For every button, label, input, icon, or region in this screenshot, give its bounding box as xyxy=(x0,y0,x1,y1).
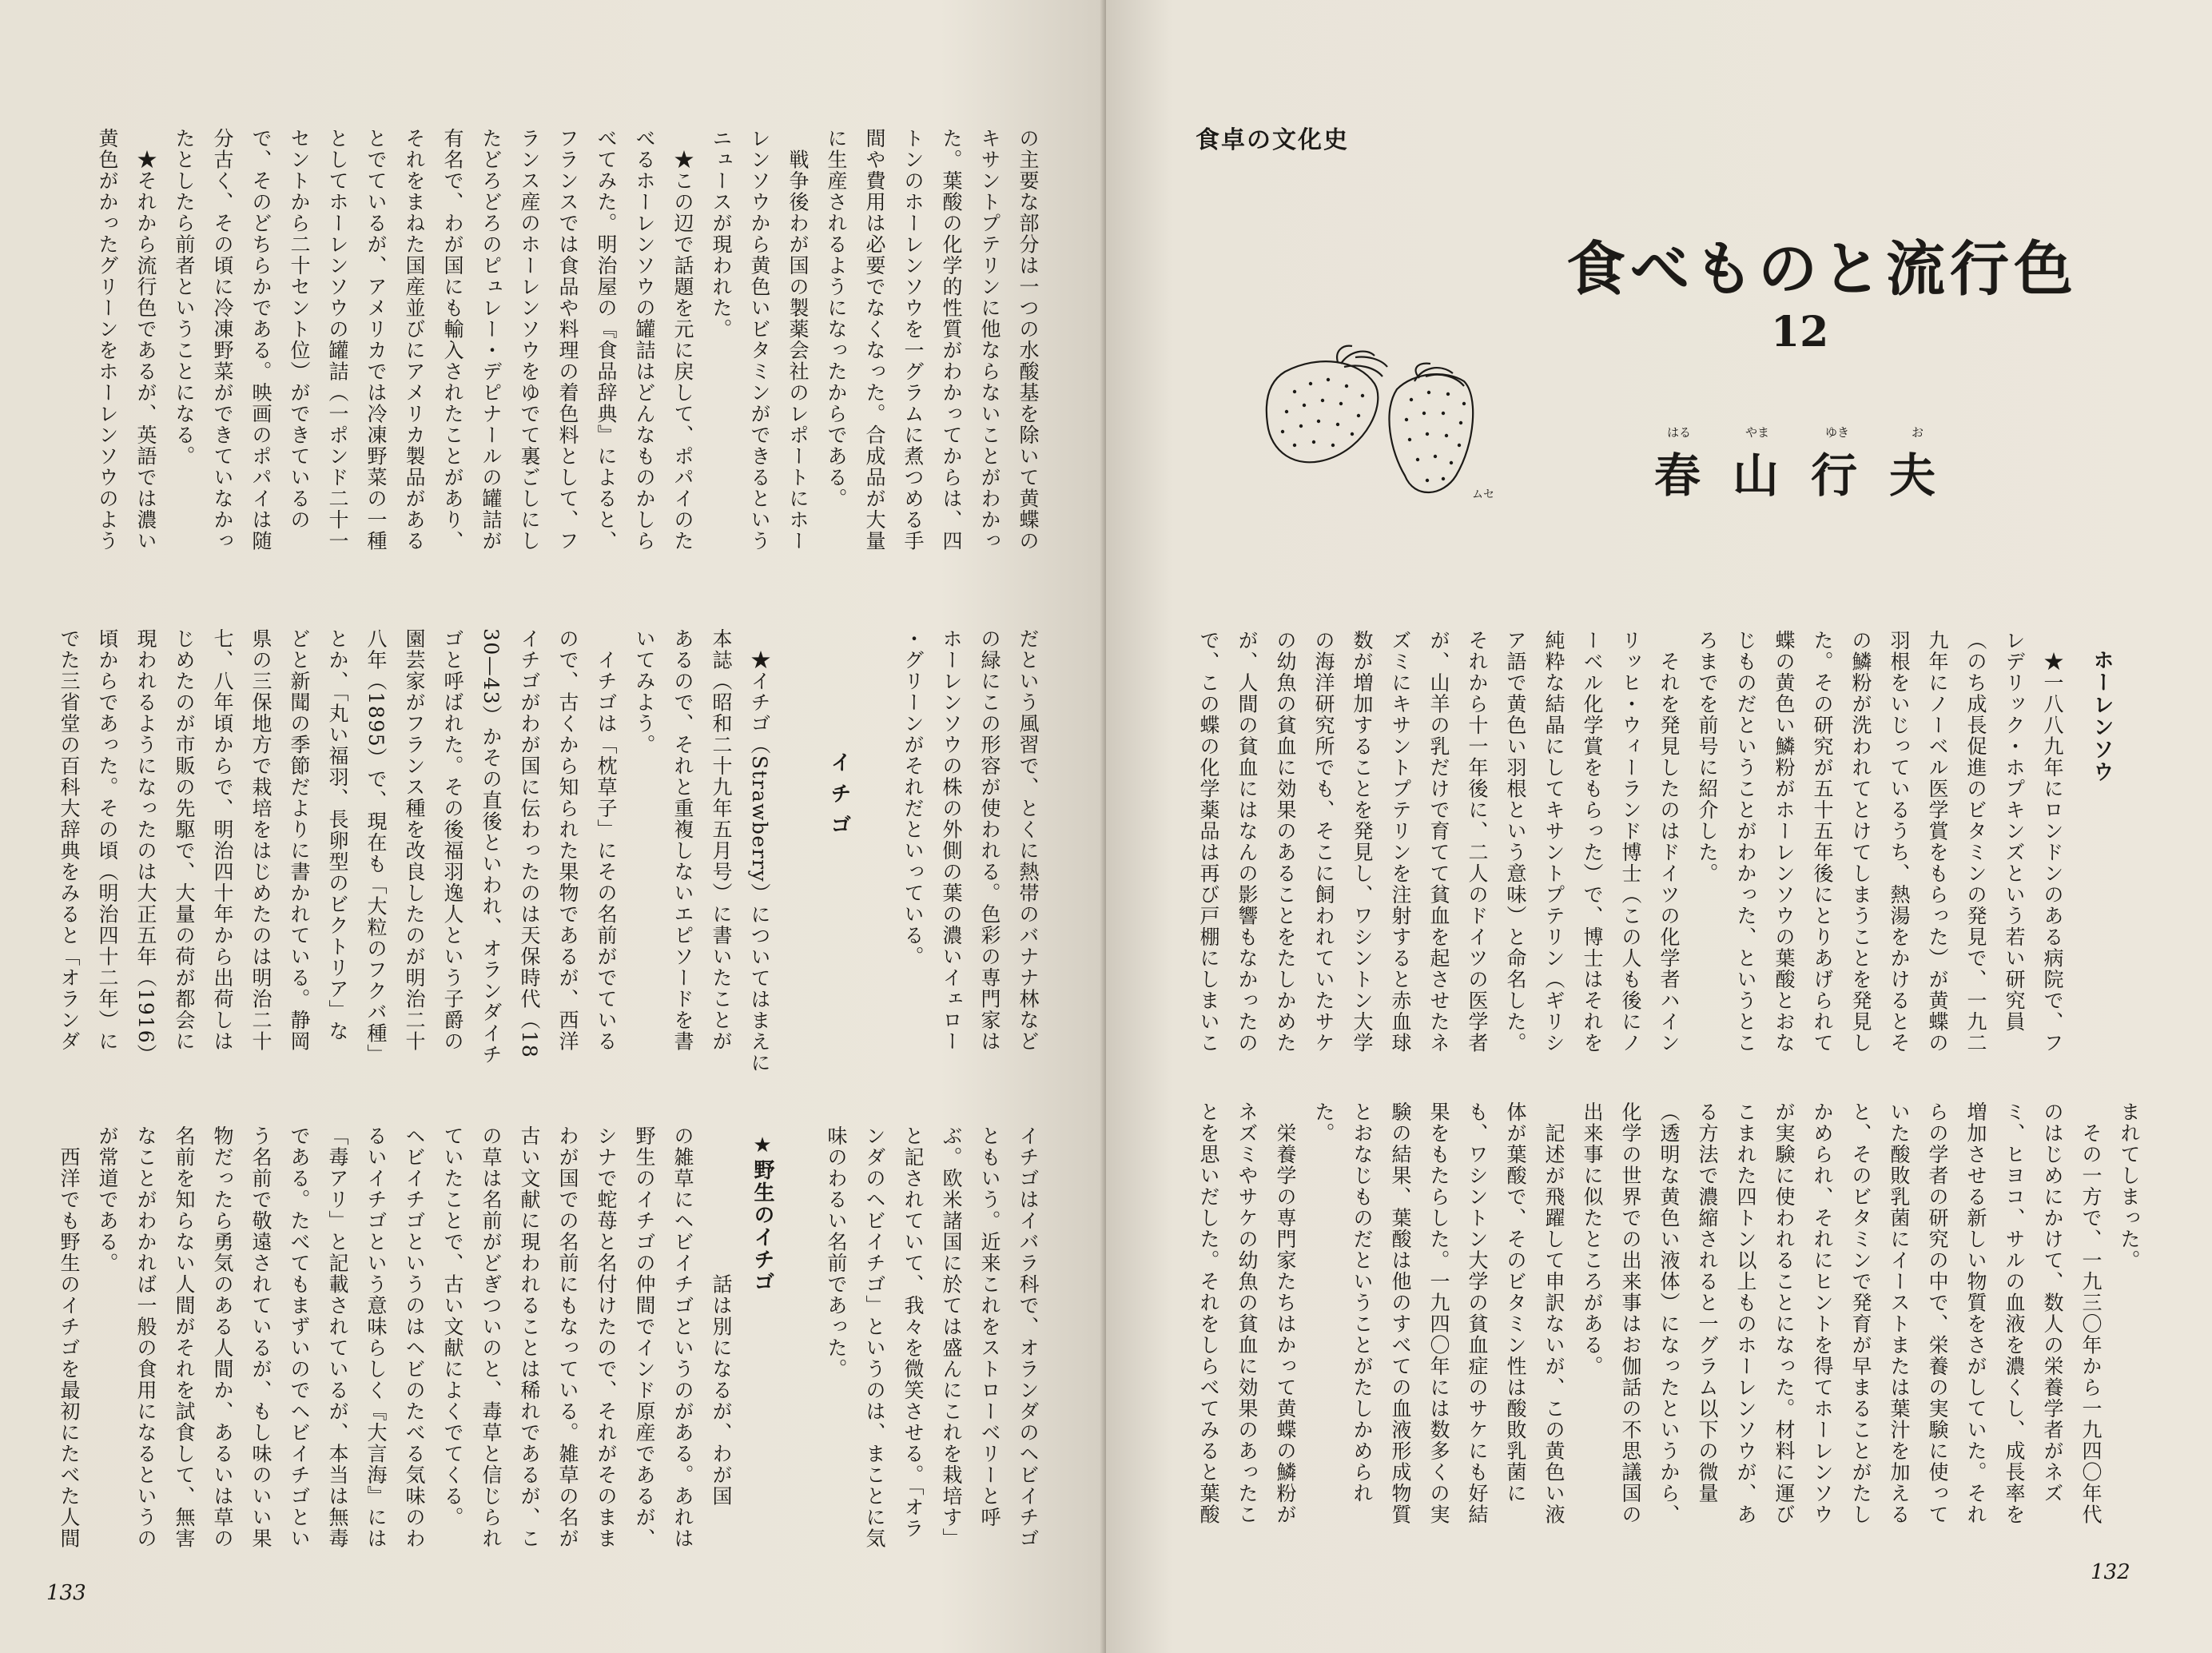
strawberry-right-leaves xyxy=(1414,364,1464,386)
text-line: レデリック・ホプキンズという若い研究員 xyxy=(2003,630,2026,1033)
text-line: トンのホーレンソウを一グラムに煮つめる手 xyxy=(901,128,925,552)
text-line: と記されていて、我々を微笑させる。「オラ xyxy=(901,1125,925,1539)
text-line: が実験に使われることになった。材料に運び xyxy=(1772,1101,1796,1525)
text-line xyxy=(2071,630,2110,1101)
text-line: 化学の世界での出来事はお伽話の不思議国の xyxy=(1619,1101,1642,1525)
text-line: その一方で、一九三〇年から一九四〇年代 xyxy=(2079,1101,2103,1525)
text-line: 古い文献に現われることは稀れであるが、こ xyxy=(518,1125,541,1549)
text-line: のはじめにかけて、数人の栄養学者がネズ xyxy=(2041,1101,2064,1504)
text-line: らの学者の研究の中で、栄養の実験に使って xyxy=(1926,1101,1949,1525)
text-line: いた酸敗乳菌にイーストまたは葉汁を加える xyxy=(1888,1101,1911,1525)
text-line: ので、古くから知られた果物であるが、西洋 xyxy=(556,628,579,1052)
text-line: の草は名前がどぎついのと、毒草と信じられ xyxy=(479,1125,503,1549)
text-line: に生産されるようになったからである。 xyxy=(825,128,848,509)
text-line: 西洋でも野生のイチゴを最初にたべた人間 xyxy=(58,1125,81,1549)
text-line: ★一八八九年にロンドンのある病院で、フ xyxy=(2041,630,2064,1054)
text-line: た。 xyxy=(1312,1101,1335,1144)
text-line: た。葉酸の化学的性質がわかってからは、四 xyxy=(940,128,963,552)
text-line: の鱗粉が洗われてとけてしまうことを発見し xyxy=(1849,630,1872,1054)
text-line: 有名で、わが国にも輸入されたことがあり、 xyxy=(441,128,464,552)
text-line: で、そのどちらかである。映画のポパイは随 xyxy=(249,128,273,552)
text-line: 出来事に似たところがある。 xyxy=(1581,1101,1604,1377)
text-line: とを思いだした。それをしらべてみると葉酸 xyxy=(1197,1101,1220,1525)
text-line: 県の三保地方で栽培をはじめたのは明治二十 xyxy=(249,628,273,1052)
text-line: フランスでは食品や料理の着色料として、フ xyxy=(556,128,579,552)
text-line: べるホーレンソウの罐詰はどんなものかしら xyxy=(633,128,656,552)
right-page xyxy=(1106,0,2212,1653)
text-line: 野生のイチゴの仲間でインド原産であるが、 xyxy=(633,1125,656,1549)
chapter-number: 12 xyxy=(1771,308,1829,356)
text-line: べてみた。明治屋の『食品辞典』によると、 xyxy=(595,128,618,552)
text-line: 九年にノーベル医学賞をもらった）が黄蝶の xyxy=(1926,630,1949,1054)
text-line: まれてしまった。 xyxy=(2118,1101,2141,1271)
text-line xyxy=(817,628,855,1100)
text-line: 黄色がかったグリーンをホーレンソウのよう xyxy=(96,128,119,552)
text-line: あるので、それと重複しないエピソードを書 xyxy=(671,628,694,1052)
left-middle-text xyxy=(58,628,1047,1100)
text-line: ★イチゴ（Strawberry）についてはまえに xyxy=(748,628,771,1073)
strawberry-illustration xyxy=(1255,340,1494,508)
text-line: ていたことで、古い文献によくでてくる。 xyxy=(441,1125,464,1528)
text-line: たどろどろのピュレー・デピナールの罐詰が xyxy=(479,128,503,552)
text-line: 八年（1895）で、現在も「大粒のフクバ種」 xyxy=(364,628,388,1065)
text-line: わが国での名前にもなっている。雑草の名が xyxy=(556,1125,579,1549)
text-line: かめられ、それにヒントを得てホーレンソウ xyxy=(1811,1101,1834,1525)
text-line: ★それから流行色であるが、英語では濃い xyxy=(134,128,157,552)
text-line xyxy=(2110,630,2148,1101)
text-line: ミ、ヒヨコ、サルの血液を濃くし、成長率を xyxy=(2003,1101,2026,1525)
author-ruby-4: お xyxy=(1912,425,1924,440)
text-line: ともいう。近来これをストローベリーと呼 xyxy=(978,1125,1001,1528)
text-line: ンダのヘビイチゴ」というのは、まことに気 xyxy=(863,1125,886,1549)
text-line: イチゴがわが国に伝わったのは天保時代（18 xyxy=(518,628,541,1059)
text-line: る方法で濃縮されると一グラム以下の微量 xyxy=(1696,1101,1719,1504)
text-line: 本誌（昭和二十九年五月号）に書いたことが xyxy=(710,628,733,1052)
text-line: の雑草にヘビイチゴというのがある。あれは xyxy=(671,1125,694,1549)
text-line: それをまねた国産並びにアメリカ製品がある xyxy=(403,128,426,552)
text-line: 数が増加することを発見し、ワシントン大学 xyxy=(1351,630,1374,1054)
text-line: 味のわるい名前であった。 xyxy=(825,1125,848,1380)
text-line: 戦争後わが国の製薬会社のレポートにホー xyxy=(786,128,810,552)
text-line xyxy=(778,628,817,1100)
text-line: ーベル化学賞をもらった）で、博士はそれを xyxy=(1581,630,1604,1054)
text-line xyxy=(778,1125,817,1597)
text-line: である。たべてもまずいのでヘビイチゴとい xyxy=(288,1125,311,1549)
text-line: どと新聞の季節だよりに書かれている。静岡 xyxy=(288,628,311,1052)
text-line: ニュースが現われた。 xyxy=(710,128,733,340)
text-line: 記述が飛躍して申訳ないが、この黄色い液 xyxy=(1542,1101,1566,1525)
text-line: リッヒ・ウィーランド博士（この人も後にノ xyxy=(1619,630,1642,1054)
left-upper-text xyxy=(70,128,1047,607)
text-line: 増加させる新しい物質をさがしていた。それ xyxy=(1964,1101,1987,1525)
text-line: だという風習で、とくに熱帯のバナナ林など xyxy=(1016,628,1040,1052)
left-lower-text xyxy=(58,1125,1047,1597)
text-line: キサントプテリンに他ならないことがわかっ xyxy=(978,128,1001,552)
text-line: ろまでを前号に紹介した。 xyxy=(1696,630,1719,884)
text-line: セントから二十セント位）ができているの xyxy=(288,128,311,531)
author-ruby-1: はる xyxy=(1667,425,1692,440)
text-line: ゴと呼ばれた。その後福羽逸人という子爵の xyxy=(441,628,464,1052)
text-line: 栄養学の専門家たちはかって黄蝶の鱗粉が xyxy=(1274,1101,1297,1525)
text-line: 体が葉酸で、そのビタミン性は酸敗乳菌に xyxy=(1504,1101,1527,1504)
text-line: ホーレンソウの株の外側の葉の濃いイェロー xyxy=(940,628,963,1052)
text-line: ★この辺で話題を元に戻して、ポパイのた xyxy=(671,128,694,552)
text-line: じものだということがわかった、というとこ xyxy=(1734,630,1757,1054)
text-line: でた三省堂の百科大辞典をみると「オランダ xyxy=(58,628,81,1052)
text-line: それから十一年後に、二人のドイツの医学者 xyxy=(1466,630,1489,1054)
text-line: レンソウから黄色いビタミンができるという xyxy=(748,128,771,552)
text-line: の緑にこの形容が使われる。色彩の専門家は xyxy=(978,628,1001,1052)
text-line: るいイチゴという意味らしく『大言海』には xyxy=(364,1125,388,1549)
text-line: 分古く、その頃に冷凍野菜ができていなかっ xyxy=(211,128,234,552)
text-line: の幼魚の貧血に効果のあることをたしかめた xyxy=(1274,630,1297,1054)
text-line: 頃からであった。その頃（明治四十二年）に xyxy=(96,628,119,1052)
text-line: それを発見したのはドイツの化学者ハイン xyxy=(1657,630,1681,1054)
text-line: が、山羊の乳だけで育てて貧血を起させたネ xyxy=(1427,630,1450,1054)
text-line: た。その研究が五十五年後にとりあげられて xyxy=(1811,630,1834,1054)
author-ruby-2: やま xyxy=(1745,425,1770,440)
text-line: も、ワシントン大学の貧血症のサケにも好結 xyxy=(1466,1101,1489,1525)
text-line: 話は別になるが、わが国 xyxy=(710,1125,733,1507)
text-line: う名前で敬遠されているが、もし味のいい果 xyxy=(249,1125,273,1549)
strawberry-seeds xyxy=(1281,378,1466,482)
text-line: で、この蝶の化学薬品は再び戸棚にしまいこ xyxy=(1197,630,1220,1054)
text-line: 30—43）かその直後といわれ、オランダイチ xyxy=(479,628,503,1065)
text-line: ぶ。欧米諸国に於ては盛んにこれを栽培す」 xyxy=(940,1125,963,1549)
text-line: 間や費用は必要でなくなった。合成品が大量 xyxy=(863,128,886,552)
text-line: 物だったら勇気のある人間か、あるいは草の xyxy=(211,1125,234,1549)
text-line: じめたのが市販の先駆で、大量の荷が都会に xyxy=(173,628,196,1052)
illustrator-signature: ムセ xyxy=(1472,488,1494,501)
text-line: ネズミやサケの幼魚の貧血に効果のあったこ xyxy=(1235,1101,1259,1525)
text-line: 果をもたらした。一九四〇年には数多くの実 xyxy=(1427,1101,1450,1525)
text-line: 七、八年頃からで、明治四十年から出荷しは xyxy=(211,628,234,1052)
text-line: 験の結果、葉酸は他のすべての血液形成物質 xyxy=(1389,1101,1412,1525)
strawberry-right-body xyxy=(1390,374,1474,492)
text-line: 蝶の黄色い鱗粉がホーレンソウの葉酸とおな xyxy=(1772,630,1796,1054)
text-line: （透明な黄色い液体）になったというから、 xyxy=(1657,1101,1681,1525)
text-line: の主要な部分は一つの水酸基を除いて黄蝶の xyxy=(1016,128,1040,552)
wild-strawberry-heading: ★野生のイチゴ xyxy=(750,1133,774,1293)
text-line: が、人間の貧血にはなんの影響もなかったの xyxy=(1235,630,1259,1054)
text-line: 羽根をいじっているうち、熱湯をかけるとそ xyxy=(1888,630,1911,1054)
text-line: いてみよう。 xyxy=(633,628,656,755)
text-line: たとしたら前者ということになる。 xyxy=(173,128,196,467)
text-line: 園芸家がフランス種を改良したのが明治二十 xyxy=(403,628,426,1052)
text-line: ア語で黄色い羽根という意味）と命名した。 xyxy=(1504,630,1527,1054)
article-title: 食べものと流行色 xyxy=(1566,235,2078,304)
text-line: ズミにキサントプテリンを注射すると赤血球 xyxy=(1389,630,1412,1054)
text-line: が常道である。 xyxy=(96,1125,119,1274)
text-line: イチゴは「枕草子」にその名前がでている xyxy=(595,628,618,1052)
text-line xyxy=(855,628,893,1100)
strawberry-heading: イ チ ゴ xyxy=(827,751,851,837)
text-line: シナで蛇苺と名付けたので、それがそのまま xyxy=(595,1125,618,1549)
text-line: ランス産のホーレンソウをゆでて裏ごしにし xyxy=(518,128,541,552)
page-number-left: 133 xyxy=(46,1581,86,1605)
right-lower-text xyxy=(1162,1101,2148,1573)
text-line: イチゴはイバラ科で、オランダのヘビイチゴ xyxy=(1016,1125,1040,1549)
text-line: 現われるようになったのは大正五年（1916） xyxy=(134,628,157,1065)
page-number-right: 132 xyxy=(2091,1560,2130,1584)
text-line: とおなじものだということがたしかめられ xyxy=(1351,1101,1374,1504)
author-name: 春山行夫 xyxy=(1654,448,1968,503)
section-heading-spinach: ホーレンソウ xyxy=(2090,649,2114,783)
text-line: と、そのビタミンで発育が早まることがたし xyxy=(1849,1101,1872,1525)
text-line: とか、「丸い福羽、長卵型のビクトリア」な xyxy=(326,628,349,1042)
text-line: なことがわかれば一般の食用になるというの xyxy=(134,1125,157,1549)
text-line: ・グリーンがそれだといっている。 xyxy=(901,628,925,967)
text-line: とでているが、アメリカでは冷凍野菜の一種 xyxy=(364,128,388,552)
text-line: こまれた四トン以上ものホーレンソウが、あ xyxy=(1734,1101,1757,1525)
author-ruby-3: ゆき xyxy=(1825,425,1850,440)
text-line: の海洋研究所でも、そこに飼われていたサケ xyxy=(1312,630,1335,1054)
text-line: ヘビイチゴというのはヘビのたべる気味のわ xyxy=(403,1125,426,1549)
running-head: 食卓の文化史 xyxy=(1196,126,1349,154)
right-upper-text xyxy=(1162,630,2148,1101)
text-line: 純粋な結晶にしてキサントプテリン（ギリシ xyxy=(1542,630,1566,1054)
text-line: 「毒アリ」と記載されているが、本当は無毒 xyxy=(326,1125,349,1549)
text-line: 名前を知らない人間がそれを試食して、無害 xyxy=(173,1125,196,1549)
text-line: （のち成長促進のビタミンの発見で、一九二 xyxy=(1964,630,1987,1054)
strawberry-left-body xyxy=(1267,361,1378,462)
text-line: としてホーレンソウの罐詰（一ポンド二十一 xyxy=(326,128,349,552)
